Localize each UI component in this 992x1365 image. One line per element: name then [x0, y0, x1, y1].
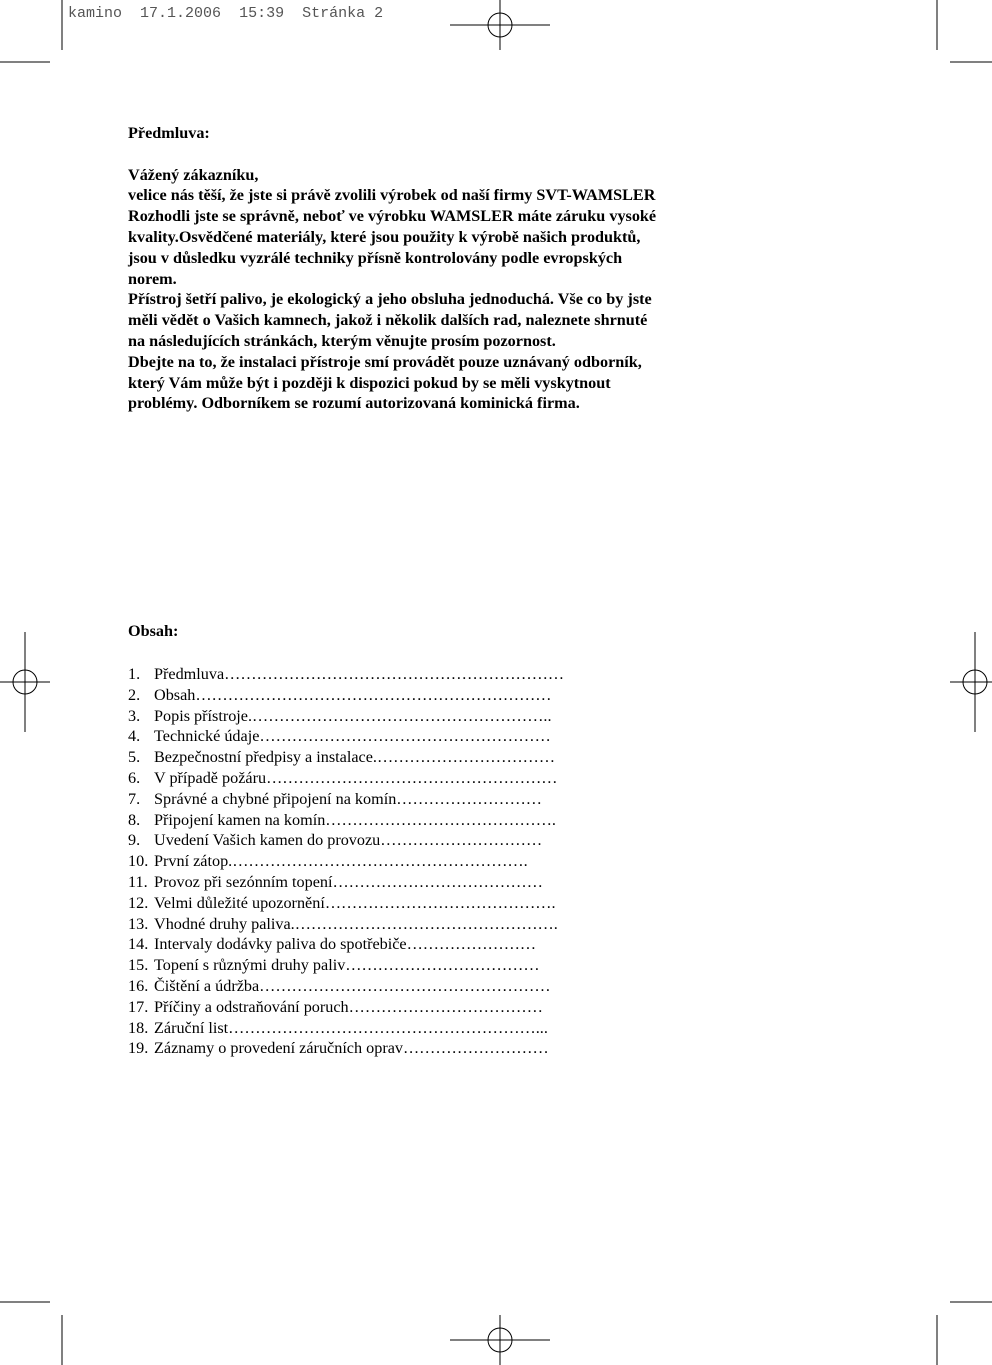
registration-mark-right: [950, 632, 992, 732]
toc-item: [128, 955, 564, 976]
toc-item: [128, 747, 564, 768]
toc-item-number: 13.: [128, 914, 149, 933]
toc-item-number: 15.: [128, 956, 149, 975]
toc-item-number: 2.: [128, 685, 141, 704]
toc-item-text: V případě požáru………………………………………………: [154, 768, 558, 787]
toc-item: [128, 1038, 564, 1059]
greeting: Vážený zákazníku,: [128, 165, 259, 184]
toc-item-number: 6.: [128, 768, 141, 787]
slug-page: Stránka 2: [302, 5, 384, 22]
toc-item-number: 18.: [128, 1018, 149, 1037]
foreword-line: Dbejte na to, že instalaci přístroje smí provádět pouze uznávaný odborník,: [128, 352, 642, 371]
slug-time: 15:39: [239, 5, 285, 22]
registration-mark-bottom: [450, 1315, 550, 1365]
toc-item: [128, 851, 564, 872]
foreword-line: velice nás těší, že jste si právě zvolili výrobek od naší firmy SVT-WAMSLER: [128, 186, 656, 205]
toc-item-number: 19.: [128, 1039, 149, 1058]
slug-date: 17.1.2006: [140, 5, 222, 22]
toc-item-text: Záznamy o provedení záručních oprav………………………: [154, 1039, 549, 1058]
toc-item: [128, 1018, 564, 1039]
toc-item-text: Technické údaje………………………………………………: [154, 727, 551, 746]
foreword-line: Rozhodli jste se správně, neboť ve výrobku WAMSLER máte záruku vysoké: [128, 207, 657, 226]
registration-mark-left: [0, 632, 50, 732]
toc-item-text: Vhodné druhy paliva.………………………………………….: [154, 914, 558, 933]
toc-item-number: 5.: [128, 748, 141, 767]
toc-item-text: Záruční list…………………………………………………...: [154, 1018, 548, 1037]
toc-item: [128, 768, 564, 789]
toc-item-number: 3.: [128, 706, 141, 725]
foreword-line: jsou v důsledku vyzrálé techniky přísně kontrolovány podle evropských: [128, 248, 623, 267]
toc-item: [128, 976, 564, 997]
toc-item-number: 1.: [128, 665, 141, 683]
toc-item-number: 11.: [128, 872, 148, 891]
toc-item-text: První zátop.……………………………………………….: [154, 852, 528, 871]
toc-heading: Obsah:: [128, 622, 179, 640]
toc-item-text: Správné a chybné připojení na komín………………………: [154, 789, 542, 808]
toc-item: [128, 997, 564, 1018]
toc-item-text: Připojení kamen na komín…………………………………….: [154, 810, 556, 829]
toc-item-text: Velmi důležité upozornění…………………………………….: [154, 893, 556, 912]
toc-item: [128, 893, 564, 914]
toc-item-number: 12.: [128, 893, 149, 912]
foreword-heading: Předmluva:: [128, 124, 210, 142]
toc-item: [128, 934, 564, 955]
toc-item-text: Příčiny a odstraňování poruch………………………………: [154, 997, 543, 1016]
foreword-line: norem.: [128, 269, 177, 288]
toc-item-text: Uvedení Vašich kamen do provozu…………………………: [154, 831, 543, 850]
toc-item-text: Předmluva………………………………………………………: [154, 665, 565, 683]
slug-file: kamino: [68, 5, 123, 22]
toc-item-number: 8.: [128, 810, 141, 829]
foreword-line: který Vám může být i později k dispozici pokud by se měli vyskytnout: [128, 373, 611, 392]
toc-item-text: Popis přístroje.………………………………………………..: [154, 706, 552, 725]
foreword-line: Přístroj šetří palivo, je ekologický a jeho obsluha jednoduchá. Vše co by jste: [128, 290, 652, 309]
toc-item: [128, 685, 564, 706]
toc-item-text: Čištění a údržba………………………………………………: [154, 976, 551, 995]
toc-item-number: 17.: [128, 997, 149, 1016]
toc-item: [128, 914, 564, 935]
foreword-line: měli vědět o Vašich kamnech, jakož i několik dalších rad, naleznete shrnuté: [128, 311, 648, 330]
foreword-line: na následujících stránkách, kterým věnujte prosím pozornost.: [128, 331, 556, 350]
foreword-body: [128, 165, 748, 415]
toc-item-number: 9.: [128, 831, 141, 850]
registration-mark-top: [450, 0, 550, 50]
foreword-line: kvality.Osvědčené materiály, které jsou použity k výrobě našich produktů,: [128, 227, 641, 246]
toc-item-text: Topení s různými druhy paliv………………………………: [154, 956, 540, 975]
toc-item: [128, 726, 564, 747]
toc-item: [128, 706, 564, 727]
toc-item-text: Obsah…………………………………………………………: [154, 685, 552, 704]
toc-item-number: 14.: [128, 935, 149, 954]
toc-item: [128, 810, 564, 831]
toc-item-number: 16.: [128, 976, 149, 995]
foreword-line: problémy. Odborníkem se rozumí autorizovaná kominická firma.: [128, 394, 580, 413]
toc-item-number: 10.: [128, 852, 149, 871]
toc-item: [128, 872, 564, 893]
toc-item-text: Bezpečnostní předpisy a instalace.……………………………: [154, 748, 556, 767]
table-of-contents: [128, 664, 564, 1059]
toc-item: [128, 789, 564, 810]
toc-item-number: 4.: [128, 727, 141, 746]
foreword-section: [128, 123, 748, 414]
toc-item-text: Intervaly dodávky paliva do spotřebiče……………………: [154, 935, 537, 954]
toc-item-text: Provoz při sezónním topení…………………………………: [154, 872, 543, 891]
toc-item: [128, 830, 564, 851]
toc-item-number: 7.: [128, 789, 141, 808]
toc-item: [128, 664, 564, 685]
